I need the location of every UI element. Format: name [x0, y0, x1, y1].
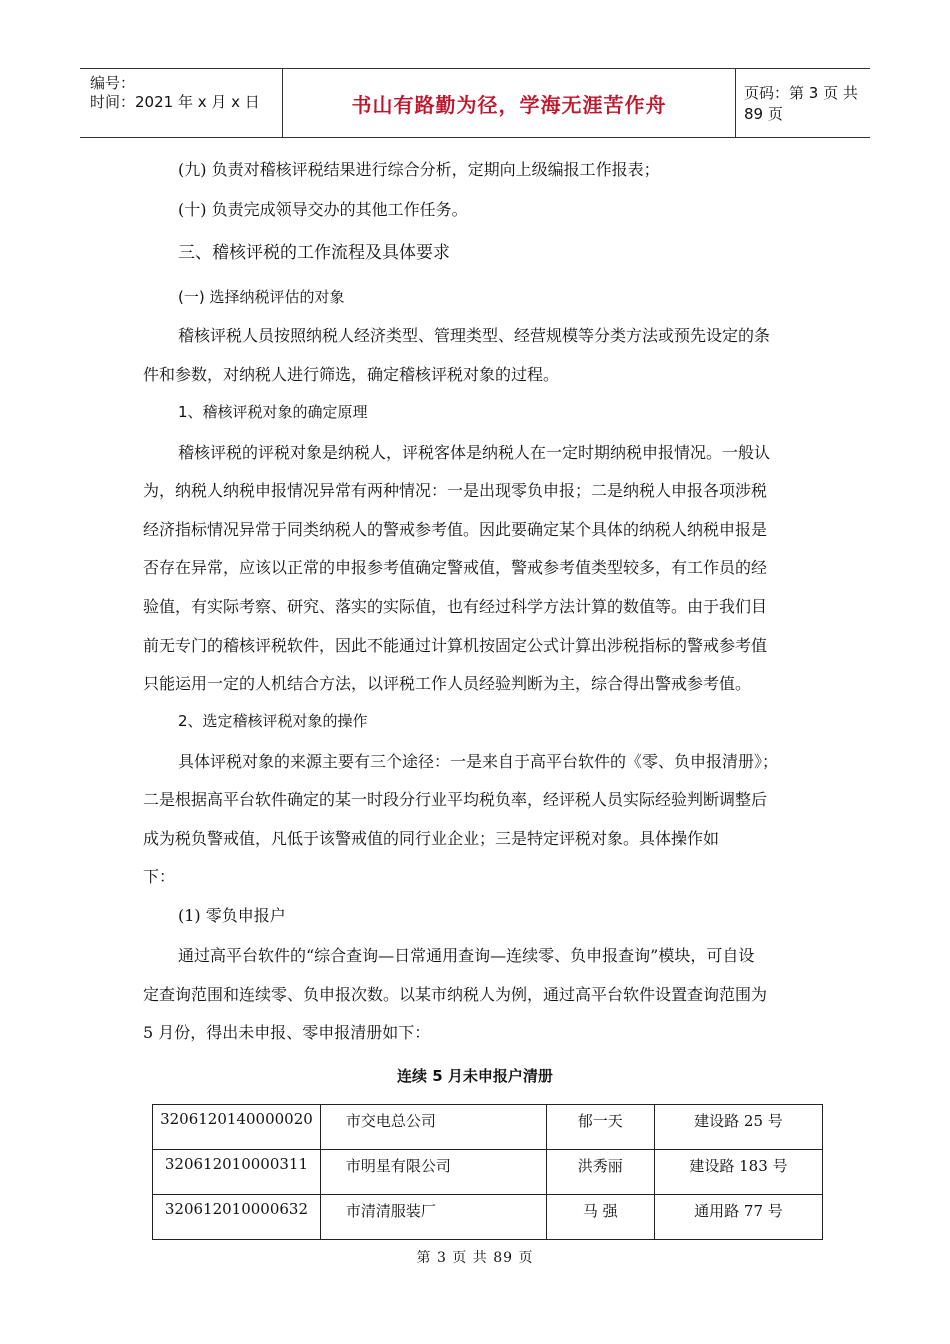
address-cell: 建设路 25 号 — [654, 1105, 822, 1150]
unfiled-taxpayer-table — [152, 1104, 823, 1240]
taxpayer-name-cell: 市交电总公司 — [320, 1105, 546, 1150]
serial-label: 编号： — [90, 74, 136, 92]
document-header — [80, 68, 870, 138]
paragraph-line: 为，纳税人纳税申报情况异常有两种情况：一是出现零负申报；二是纳税人申报各项涉税 — [143, 481, 768, 500]
paragraph-line: 5 月份，得出未申报、零申报清册如下： — [143, 1023, 431, 1042]
address-cell: 建设路 183 号 — [654, 1150, 822, 1195]
point-heading: 2、选定稽核评税对象的操作 — [178, 712, 368, 730]
taxpayer-name-cell: 市明星有限公司 — [320, 1150, 546, 1195]
paragraph-line: 稽核评税人员按照纳税人经济类型、管理类型、经营规模等分类方法或预先设定的条 — [178, 326, 771, 345]
header-motto: 书山有路勤为径，学海无涯苦作舟 — [282, 69, 736, 137]
table-row — [153, 1150, 823, 1195]
table-caption: 连续 5 月未申报户清册 — [397, 1067, 553, 1085]
taxpayer-name-cell: 市清清服装厂 — [320, 1195, 546, 1240]
time-label: 时间：2021 年 x 月 x 日 — [90, 93, 260, 111]
legal-rep-cell: 洪秀丽 — [546, 1150, 654, 1195]
paragraph-line: 成为税负警戒值，凡低于该警戒值的同行业企业；三是特定评税对象。具体操作如 — [143, 829, 720, 848]
taxpayer-id-cell: 320612010000311 — [153, 1150, 321, 1195]
paragraph-line: 具体评税对象的来源主要有三个途径：一是来自于高平台软件的《零、负申报清册》； — [178, 752, 779, 771]
page-footer: 第 3 页 共 89 页 — [416, 1250, 534, 1266]
point-heading: 1、稽核评税对象的确定原理 — [178, 403, 368, 421]
address-cell: 通用路 77 号 — [654, 1195, 822, 1240]
paragraph-line: 稽核评税的评税对象是纳税人，评税客体是纳税人在一定时期纳税申报情况。一般认 — [178, 443, 771, 462]
taxpayer-id-cell: 3206120140000020 — [153, 1105, 321, 1150]
item-10: (十) 负责完成领导交办的其他工作任务。 — [178, 200, 468, 219]
paragraph-line: 下： — [143, 867, 176, 886]
taxpayer-id-cell: 320612010000632 — [153, 1195, 321, 1240]
paragraph-line: 件和参数，对纳税人进行筛选，确定稽核评税对象的过程。 — [143, 365, 560, 384]
paragraph-line: 二是根据高平台软件确定的某一时段分行业平均税负率，经评税人员实际经验判断调整后 — [143, 790, 768, 809]
subsection-heading: (一) 选择纳税评估的对象 — [178, 288, 345, 306]
paragraph-line: 验值，有实际考察、研究、落实的实际值，也有经过科学方法计算的数值等。由于我们目 — [143, 597, 768, 616]
paragraph-line: 通过高平台软件的“综合查询—日常通用查询—连续零、负申报查询”模块，可自设 — [178, 946, 755, 965]
item-9: (九) 负责对稽核评税结果进行综合分析，定期向上级编报工作报表； — [178, 160, 660, 179]
section-heading: 三、稽核评税的工作流程及具体要求 — [178, 243, 450, 263]
paragraph-line: 只能运用一定的人机结合方法，以评税工作人员经验判断为主，综合得出警戒参考值。 — [143, 674, 752, 693]
table-row — [153, 1105, 823, 1150]
legal-rep-cell: 郁一天 — [546, 1105, 654, 1150]
paragraph-line: 定查询范围和连续零、负申报次数。以某市纳税人为例，通过高平台软件设置查询范围为 — [143, 985, 768, 1004]
paragraph-line: 前无专门的稽核评税软件，因此不能通过计算机按固定公式计算出涉税指标的警戒参考值 — [143, 636, 768, 655]
paragraph-line: 经济指标情况异常于同类纳税人的警戒参考值。因此要确定某个具体的纳税人纳税申报是 — [143, 520, 768, 539]
legal-rep-cell: 马 强 — [546, 1195, 654, 1240]
header-page-number: 页码：第 3 页 共 89 页 — [744, 84, 858, 123]
header-meta — [80, 69, 282, 137]
point-heading: (1) 零负申报户 — [178, 906, 286, 925]
paragraph-line: 否存在异常，应该以正常的申报参考值确定警戒值，警戒参考值类型较多，有工作员的经 — [143, 558, 768, 577]
table-row — [153, 1195, 823, 1240]
